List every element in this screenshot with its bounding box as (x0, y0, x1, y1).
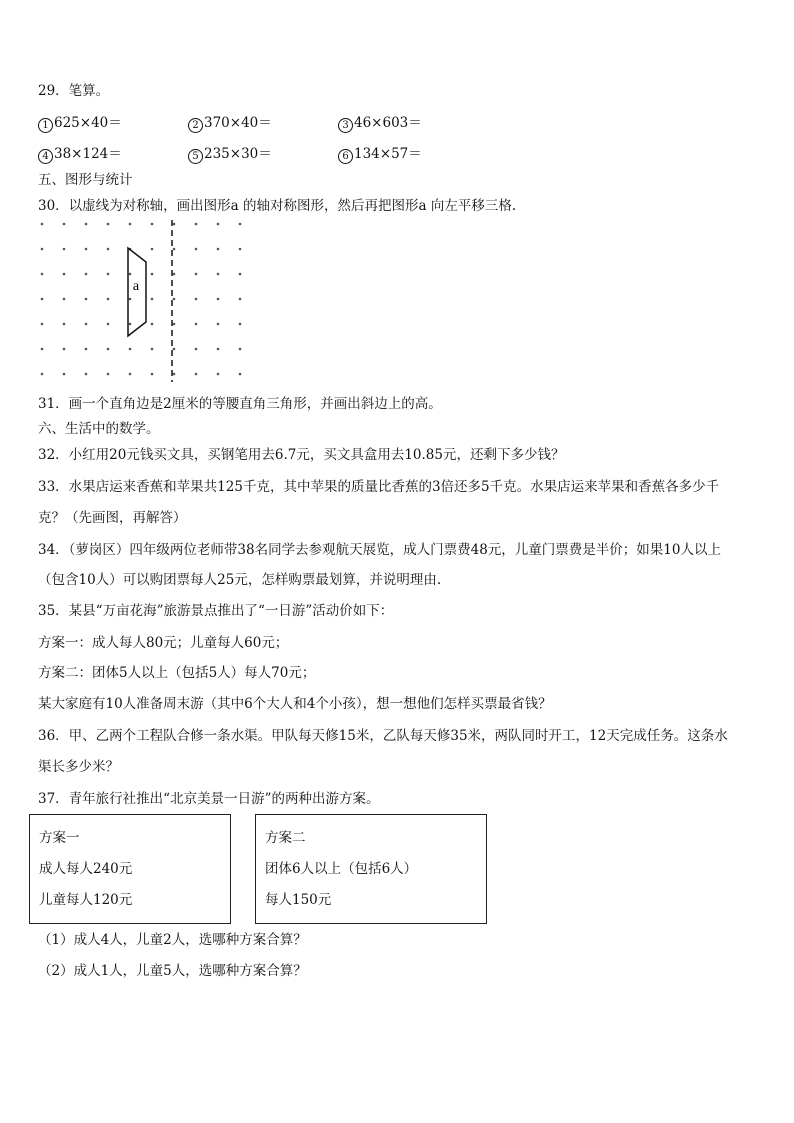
q35-line-1: 35．某县“万亩花海”旅游景点推出了“一日游”活动价如下： (38, 603, 394, 619)
q32-text: 32．小红用20元钱买文具，买钢笔用去6.7元，买文具盒用去10.85元，还剩下多少钱？ (38, 447, 565, 463)
grid-dot (85, 248, 88, 251)
grid-dot (195, 248, 198, 251)
grid-dot (151, 323, 154, 326)
grid-dot (151, 373, 154, 376)
grid-dot (195, 298, 198, 301)
grid-dot (239, 373, 242, 376)
q34-line-1: 34．（萝岗区）四年级两位老师带38名同学去参观航天展览，成人门票费48元，儿童门票费是半价；如果10人以上 (38, 542, 721, 558)
calc-expression: 46×603＝ (354, 115, 422, 131)
dot-grid-figure (38, 218, 268, 384)
grid-dot (239, 248, 242, 251)
grid-dot (151, 248, 154, 251)
q36-line-2: 渠长多少米？ (38, 759, 119, 775)
grid-dot (129, 273, 132, 276)
q35-line-3: 方案二：团体5人以上（包括5人）每人70元； (38, 665, 316, 681)
calc-expression: 38×124＝ (54, 146, 122, 162)
grid-dot (173, 298, 176, 301)
grid-dot (217, 273, 220, 276)
calc-item-4 (38, 145, 122, 164)
grid-dot (151, 273, 154, 276)
grid-dot (107, 223, 110, 226)
grid-dot (63, 323, 66, 326)
plan-two-line-2: 每人150元 (265, 892, 332, 908)
grid-dot (239, 273, 242, 276)
circled-number: 3 (338, 118, 353, 133)
grid-dot (173, 348, 176, 351)
q30-text: 30．以虚线为对称轴，画出图形a 的轴对称图形，然后再把图形a 向左平移三格. (38, 198, 517, 214)
grid-dot (107, 273, 110, 276)
grid-dot (41, 273, 44, 276)
grid-dot (151, 298, 154, 301)
grid-dot (63, 248, 66, 251)
grid-dot (151, 223, 154, 226)
grid-dot (239, 223, 242, 226)
circled-number: 1 (38, 118, 53, 133)
grid-dot (63, 273, 66, 276)
grid-dot (129, 298, 132, 301)
grid-dot (41, 248, 44, 251)
grid-dot (173, 273, 176, 276)
grid-dot (107, 348, 110, 351)
grid-dot (173, 223, 176, 226)
grid-dot (129, 323, 132, 326)
grid-dot (195, 323, 198, 326)
calc-expression: 625×40＝ (54, 115, 122, 131)
grid-dot (129, 223, 132, 226)
calc-item-2 (188, 114, 272, 133)
grid-dot (107, 373, 110, 376)
grid-dot (217, 248, 220, 251)
q37-title: 37．青年旅行社推出“北京美景一日游”的两种出游方案。 (38, 791, 380, 807)
q35-line-4: 某大家庭有10人准备周末游（其中6个大人和4个小孩），想一想他们怎样买票最省钱？ (38, 696, 552, 712)
section-heading-6: 六、生活中的数学。 (38, 421, 160, 437)
plan-two-line-1: 团体6人以上（包括6人） (265, 861, 418, 877)
grid-dots (41, 223, 242, 376)
grid-dot (107, 323, 110, 326)
grid-dot (85, 298, 88, 301)
grid-dot (239, 323, 242, 326)
plan-one-line-1: 成人每人240元 (39, 861, 133, 877)
grid-dot (85, 348, 88, 351)
grid-dot (217, 298, 220, 301)
grid-dot (85, 273, 88, 276)
grid-dot (41, 223, 44, 226)
grid-dot (151, 348, 154, 351)
grid-dot (217, 348, 220, 351)
q35-line-2: 方案一：成人每人80元；儿童每人60元； (38, 635, 289, 651)
grid-dot (107, 298, 110, 301)
plan-one-line-2: 儿童每人120元 (39, 892, 133, 908)
grid-dot (129, 373, 132, 376)
q37-sub-2: （2）成人1人，儿童5人，选哪种方案合算？ (38, 963, 307, 979)
grid-dot (107, 248, 110, 251)
circled-number: 2 (188, 118, 203, 133)
calc-item-5 (188, 145, 272, 164)
plan-one-box (29, 814, 231, 924)
grid-dot (41, 323, 44, 326)
circled-number: 6 (338, 149, 353, 164)
grid-dot (85, 323, 88, 326)
plan-two-name: 方案二 (265, 830, 306, 846)
q34-line-2: （包含10人）可以购团票每人25元，怎样购票最划算，并说明理由. (38, 572, 442, 588)
grid-dot (173, 248, 176, 251)
calc-item-6 (338, 145, 422, 164)
grid-dot (85, 223, 88, 226)
q31-text: 31．画一个直角边是2厘米的等腰直角三角形，并画出斜边上的高。 (38, 396, 442, 412)
calc-item-3 (338, 114, 422, 133)
q29-title: 29．笔算。 (38, 83, 110, 99)
shape-a-label: a (132, 279, 140, 294)
grid-dot (41, 348, 44, 351)
grid-dot (195, 348, 198, 351)
grid-dot (63, 373, 66, 376)
q36-line-1: 36．甲、乙两个工程队合修一条水渠。甲队每天修15米，乙队每天修35米，两队同时开工，12天完成任务。这条水 (38, 728, 728, 744)
grid-dot (41, 373, 44, 376)
plan-two-box (255, 814, 487, 924)
grid-dot (173, 373, 176, 376)
grid-dot (63, 348, 66, 351)
grid-dot (63, 223, 66, 226)
circled-number: 4 (38, 149, 53, 164)
grid-dot (173, 323, 176, 326)
grid-dot (195, 223, 198, 226)
grid-dot (217, 373, 220, 376)
calc-expression: 370×40＝ (204, 115, 272, 131)
plan-one-name: 方案一 (39, 830, 80, 846)
grid-dot (63, 298, 66, 301)
grid-dot (195, 373, 198, 376)
grid-dot (239, 298, 242, 301)
grid-dot (195, 273, 198, 276)
grid-dot (217, 223, 220, 226)
calc-expression: 235×30＝ (204, 146, 272, 162)
q37-sub-1: （1）成人4人，儿童2人，选哪种方案合算？ (38, 932, 307, 948)
grid-dot (217, 323, 220, 326)
grid-dot (239, 348, 242, 351)
q33-line-1: 33．水果店运来香蕉和苹果共125千克，其中苹果的质量比香蕉的3倍还多5千克。水果店运来苹果和香蕉各多少千 (38, 479, 720, 495)
q33-line-2: 克？（先画图，再解答） (38, 510, 187, 526)
calc-item-1 (38, 114, 122, 133)
grid-dot (41, 298, 44, 301)
grid-dot (85, 373, 88, 376)
section-heading-5: 五、图形与统计 (38, 172, 133, 188)
circled-number: 5 (188, 149, 203, 164)
grid-dot (129, 348, 132, 351)
calc-expression: 134×57＝ (354, 146, 422, 162)
